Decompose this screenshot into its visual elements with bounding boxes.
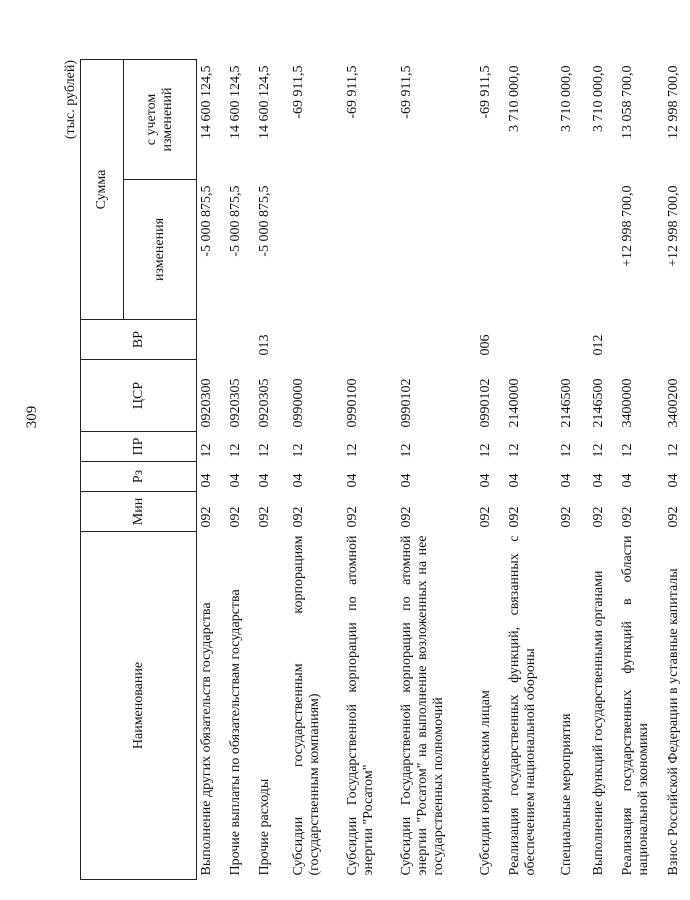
header-csr: ЦСР	[81, 360, 197, 432]
header-vr: ВР	[81, 320, 197, 360]
row-name: Субсидии государственным корпорациям (государственным компаниям)	[291, 535, 322, 876]
row-pr: 12	[666, 443, 681, 458]
row-vr	[289, 320, 343, 360]
row-min: 092	[199, 506, 214, 528]
row-change	[343, 180, 397, 320]
row-change	[476, 180, 505, 320]
row-vr: 006	[478, 334, 493, 356]
row-change: -5 000 875,5	[257, 185, 272, 257]
row-rz: 04	[345, 473, 360, 488]
table-row	[476, 60, 505, 880]
row-pr: 12	[620, 443, 635, 458]
row-rz: 04	[559, 473, 574, 488]
row-min: 092	[666, 506, 681, 528]
row-total: -69 911,5	[345, 65, 360, 119]
row-name: Субсидии Государственной корпорации по атомной энергии "Росатом" на выполнение возложенных на нее государственных полномочий	[399, 535, 446, 876]
table-row	[343, 60, 397, 880]
row-rz: 04	[291, 473, 306, 488]
row-min: 092	[478, 506, 493, 528]
row-change	[557, 180, 589, 320]
row-vr: 012	[591, 334, 606, 356]
row-change	[397, 180, 476, 320]
row-change	[589, 180, 618, 320]
row-rz: 04	[666, 473, 681, 488]
table-header	[81, 60, 197, 880]
page-number: 309	[24, 405, 40, 429]
budget-table	[80, 59, 690, 880]
row-rz: 04	[507, 473, 522, 488]
row-total: 14 600 124,5	[257, 65, 272, 139]
row-rz: 04	[228, 473, 243, 488]
row-pr: 12	[507, 443, 522, 458]
units-label: (тыс. рублей)	[63, 60, 78, 140]
row-name: Выполнение функций государственными органами	[591, 570, 606, 876]
header-sum: Сумма	[81, 60, 124, 320]
row-min: 092	[257, 506, 272, 528]
row-total: 14 600 124,5	[199, 65, 214, 139]
table-row	[289, 60, 343, 880]
row-pr: 12	[559, 443, 574, 458]
row-csr: 0920305	[257, 378, 272, 428]
row-total: -69 911,5	[399, 65, 414, 119]
header-pr: ПР	[81, 432, 197, 462]
row-name: Реализация государственных функций, связанных с обеспечением национальной обороны	[507, 535, 538, 876]
row-pr: 12	[591, 443, 606, 458]
row-csr: 0990000	[291, 378, 306, 428]
row-name: Специальные мероприятия	[559, 713, 574, 876]
row-rz: 04	[399, 473, 414, 488]
row-pr: 12	[291, 443, 306, 458]
row-change: -5 000 875,5	[199, 185, 214, 257]
row-change	[505, 180, 557, 320]
header-min: Мин	[81, 492, 197, 532]
row-rz: 04	[199, 473, 214, 488]
row-csr: 2146500	[559, 378, 574, 428]
row-min: 092	[228, 506, 243, 528]
row-total: -69 911,5	[291, 65, 306, 119]
row-min: 092	[591, 506, 606, 528]
row-rz: 04	[257, 473, 272, 488]
table-body	[197, 60, 690, 880]
row-name: Субсидии Государственной корпорации по атомной энергии "Росатом"	[345, 535, 376, 876]
row-vr	[343, 320, 397, 360]
row-vr	[557, 320, 589, 360]
row-vr	[226, 320, 255, 360]
row-vr	[197, 320, 227, 360]
row-rz: 04	[591, 473, 606, 488]
row-csr: 3400000	[620, 378, 635, 428]
row-total: 12 998 700,0	[666, 65, 681, 139]
header-change: изменения	[124, 180, 197, 320]
row-pr: 12	[228, 443, 243, 458]
row-rz: 04	[478, 473, 493, 488]
table-row	[255, 60, 289, 880]
row-change: +12 998 700,0	[620, 185, 635, 267]
row-total: 3 710 000,0	[507, 65, 522, 132]
row-total: 14 600 124,5	[228, 65, 243, 139]
table-row	[589, 60, 618, 880]
row-csr: 0990102	[478, 378, 493, 428]
table-row	[397, 60, 476, 880]
row-change: -5 000 875,5	[228, 185, 243, 257]
row-name: Прочие расходы	[257, 778, 272, 876]
row-rz: 04	[620, 473, 635, 488]
row-csr: 0990100	[345, 378, 360, 428]
row-vr: 013	[257, 334, 272, 356]
row-vr	[505, 320, 557, 360]
row-csr: 0920305	[228, 378, 243, 428]
row-csr: 3400200	[666, 378, 681, 428]
table-row	[197, 60, 227, 880]
row-min: 092	[507, 506, 522, 528]
row-pr: 12	[199, 443, 214, 458]
row-vr	[397, 320, 476, 360]
table-row	[664, 60, 690, 880]
table-row	[226, 60, 255, 880]
row-pr: 12	[345, 443, 360, 458]
row-pr: 12	[478, 443, 493, 458]
row-csr: 2146500	[591, 378, 606, 428]
row-min: 092	[291, 506, 306, 528]
row-csr: 0920300	[199, 378, 214, 428]
row-min: 092	[559, 506, 574, 528]
row-total: -69 911,5	[478, 65, 493, 119]
row-csr: 0990102	[399, 378, 414, 428]
row-min: 092	[620, 506, 635, 528]
header-name: Наименование	[81, 532, 197, 880]
row-csr: 2140000	[507, 378, 522, 428]
row-pr: 12	[399, 443, 414, 458]
table-row	[505, 60, 557, 880]
budget-table-page	[60, 60, 681, 880]
row-pr: 12	[257, 443, 272, 458]
row-name: Выполнение других обязательств государства	[199, 602, 214, 876]
row-name: Взнос Российской Федерации в уставные капиталы	[666, 568, 681, 876]
row-change	[289, 180, 343, 320]
header-rz: Рз	[81, 462, 197, 492]
table-row	[618, 60, 664, 880]
row-vr	[618, 320, 664, 360]
row-min: 092	[399, 506, 414, 528]
row-name: Субсидии юридическим лицам	[478, 690, 493, 876]
row-min: 092	[345, 506, 360, 528]
row-total: 3 710 000,0	[559, 65, 574, 132]
row-change: +12 998 700,0	[666, 185, 681, 267]
table-row	[557, 60, 589, 880]
header-with-change: с учетом изменений	[124, 60, 197, 180]
row-name: Реализация государственных функций в области национальной экономики	[620, 535, 651, 876]
row-name: Прочие выплаты по обязательствам государства	[228, 589, 243, 876]
row-vr	[664, 320, 690, 360]
row-total: 3 710 000,0	[591, 65, 606, 132]
row-total: 13 058 700,0	[620, 65, 635, 139]
